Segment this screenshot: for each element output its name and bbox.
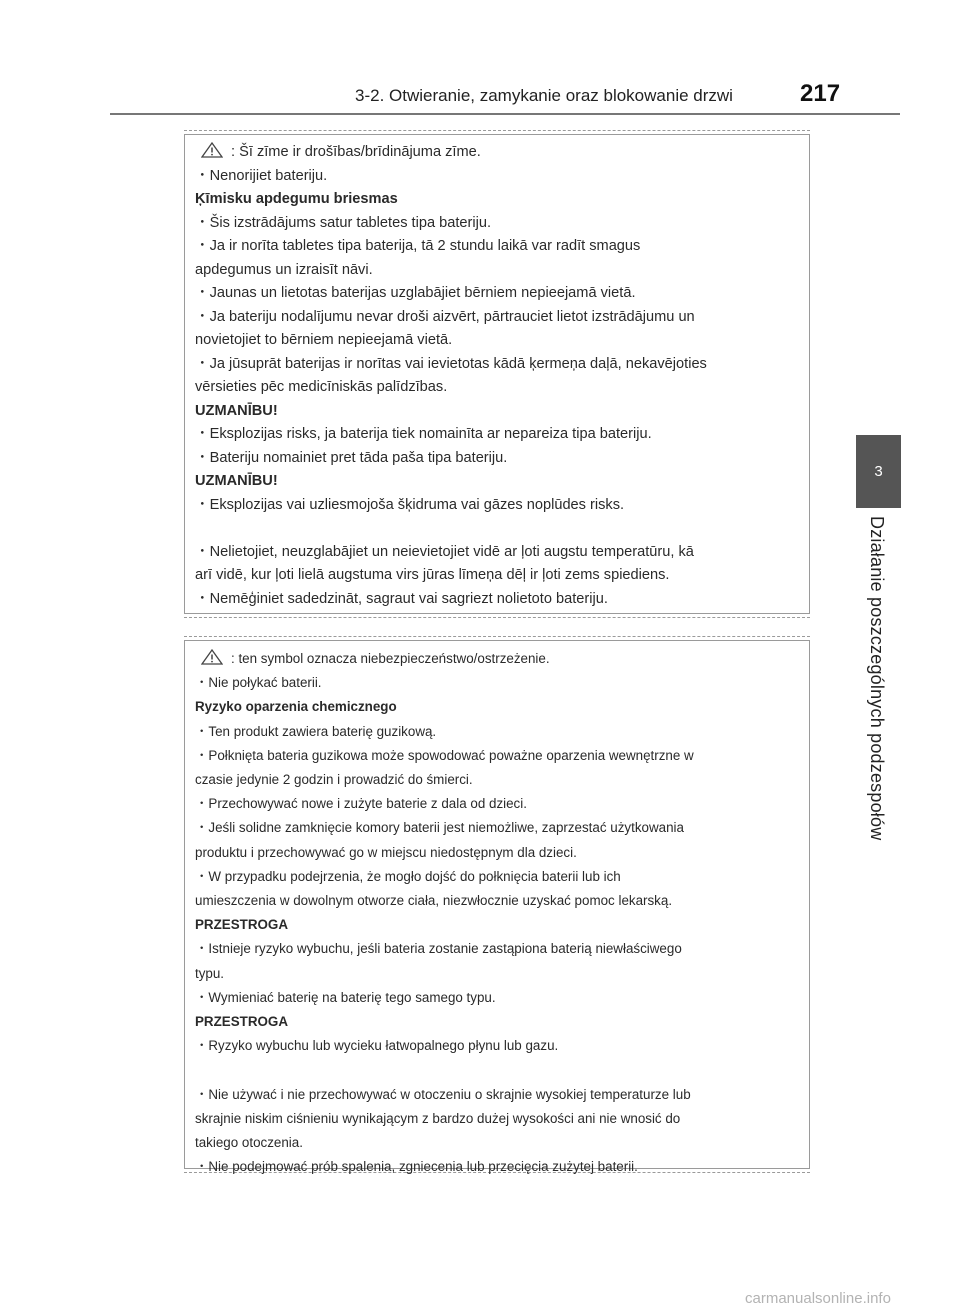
text-line: ・Istnieje ryzyko wybuchu, jeśli bateria zostanie zastąpiona baterią niewłaściwego [195, 941, 682, 957]
chapter-tab [856, 435, 901, 508]
text-line: novietojiet to bērniem nepieejamā vietā. [195, 332, 453, 348]
text-line: ・Przechowywać nowe i zużyte baterie z dala od dzieci. [195, 796, 527, 812]
text-line: ・Ja jūsuprāt baterijas ir norītas vai ievietotas kādā ķermeņa daļā, nekavējoties [195, 355, 707, 372]
subheading: UZMANĪBU! [195, 402, 278, 419]
text-line: typu. [195, 965, 225, 981]
warning-box-latvian-body [184, 134, 810, 614]
text-line: ・Ten produkt zawiera baterię guzikową. [195, 723, 437, 739]
text-line: ・Eksplozijas risks, ja baterija tiek nomainīta ar nepareiza tipa bateriju. [195, 426, 652, 442]
text-line: ・Šis izstrādājums satur tabletes tipa bateriju. [195, 214, 492, 231]
text-line: ・Jaunas un lietotas baterijas uzglabājiet bērniem nepieejamā vietā. [195, 285, 636, 301]
text-line: produktu i przechowywać go w miejscu niedostępnym dla dzieci. [195, 844, 577, 860]
text-line: ・Ja ir norīta tabletes tipa baterija, tā 2 stundu laikā var radīt smagus [195, 238, 641, 254]
text-line: ・Jeśli solidne zamknięcie komory baterii jest niemożliwe, zaprzestać użytkowania [195, 820, 684, 836]
chapter-number: 3 [874, 463, 883, 480]
text-line: ・Wymieniać baterię na baterię tego samego typu. [195, 989, 496, 1005]
site-watermark: carmanualsonline.info [745, 1290, 891, 1307]
warning-triangle-icon [201, 142, 223, 158]
text-line: apdegumus un izraisīt nāvi. [195, 261, 373, 278]
text-line: umieszczenia w dowolnym otworze ciała, niezwłocznie uzyskać pomoc lekarską. [195, 893, 673, 909]
warning-box-latvian [184, 130, 810, 618]
warning-box-polish-body [184, 640, 810, 1175]
chapter-title: Działanie poszczególnych podzespołów [867, 516, 887, 841]
text-line: ・Nie połykać baterii. [195, 675, 322, 691]
text-line: ・Ja bateriju nodalījumu nevar droši aizvērt, pārtrauciet lietot izstrādājumu un [195, 308, 695, 325]
blank-line [195, 1058, 799, 1082]
warning-triangle-icon [201, 649, 223, 665]
warning-box-polish [184, 636, 810, 1173]
text-line: ・Połknięta bateria guzikowa może spowodować poważne oparzenia wewnętrzne w [195, 747, 694, 763]
text-line: ・Nie używać i nie przechowywać w otoczeniu o skrajnie wysokiej temperaturze lub [195, 1086, 691, 1102]
subheading: UZMANĪBU! [195, 473, 278, 489]
header-divider [110, 113, 900, 115]
text-line: ・Nemēģiniet sadedzināt, sagraut vai sagriezt nolietoto bateriju. [195, 590, 608, 607]
section-heading: 3-2. Otwieranie, zamykanie oraz blokowanie drzwi [355, 86, 733, 105]
text-line: ・Bateriju nomainiet pret tāda paša tipa bateriju. [195, 449, 508, 466]
subheading: Ķīmisku apdegumu briesmas [195, 191, 398, 207]
subheading: Ryzyko oparzenia chemicznego [195, 699, 397, 715]
warning-line: : Šī zīme ir drošības/brīdinājuma zīme. [195, 141, 799, 165]
warning-line: : ten symbol oznacza niebezpieczeństwo/ostrzeżenie. [195, 647, 799, 671]
text-line: ・Nie podejmować prób spalenia, zgniecenia lub przecięcia zużytej baterii. [195, 1159, 638, 1175]
text-line: ・Ryzyko wybuchu lub wycieku łatwopalnego płynu lub gazu. [195, 1038, 559, 1054]
subheading: PRZESTROGA [195, 1014, 288, 1030]
text-line: vērsieties pēc medicīniskās palīdzības. [195, 379, 448, 395]
text-line: ・W przypadku podejrzenia, że mogło dojść do połknięcia baterii lub ich [195, 868, 621, 884]
text-line: czasie jedynie 2 godzin i prowadzić do śmierci. [195, 772, 473, 788]
text-line: skrajnie niskim ciśnieniu wynikającym z bardzo dużej wysokości ani nie wnosić do [195, 1110, 681, 1126]
text-line: takiego otoczenia. [195, 1135, 303, 1151]
blank-line [195, 517, 799, 541]
text-line: arī vidē, kur ļoti lielā augstuma virs jūras līmeņa dēļ ir ļoti zems spiediens. [195, 567, 670, 583]
text-line: ・Eksplozijas vai uzliesmojoša šķidruma vai gāzes noplūdes risks. [195, 496, 625, 513]
page-number: 217 [800, 80, 841, 107]
text-line: ・Nelietojiet, neuzglabājiet un neievietojiet vidē ar ļoti augstu temperatūru, kā [195, 543, 694, 560]
text-line: ・Nenorijiet bateriju. [195, 167, 328, 184]
subheading: PRZESTROGA [195, 917, 288, 933]
